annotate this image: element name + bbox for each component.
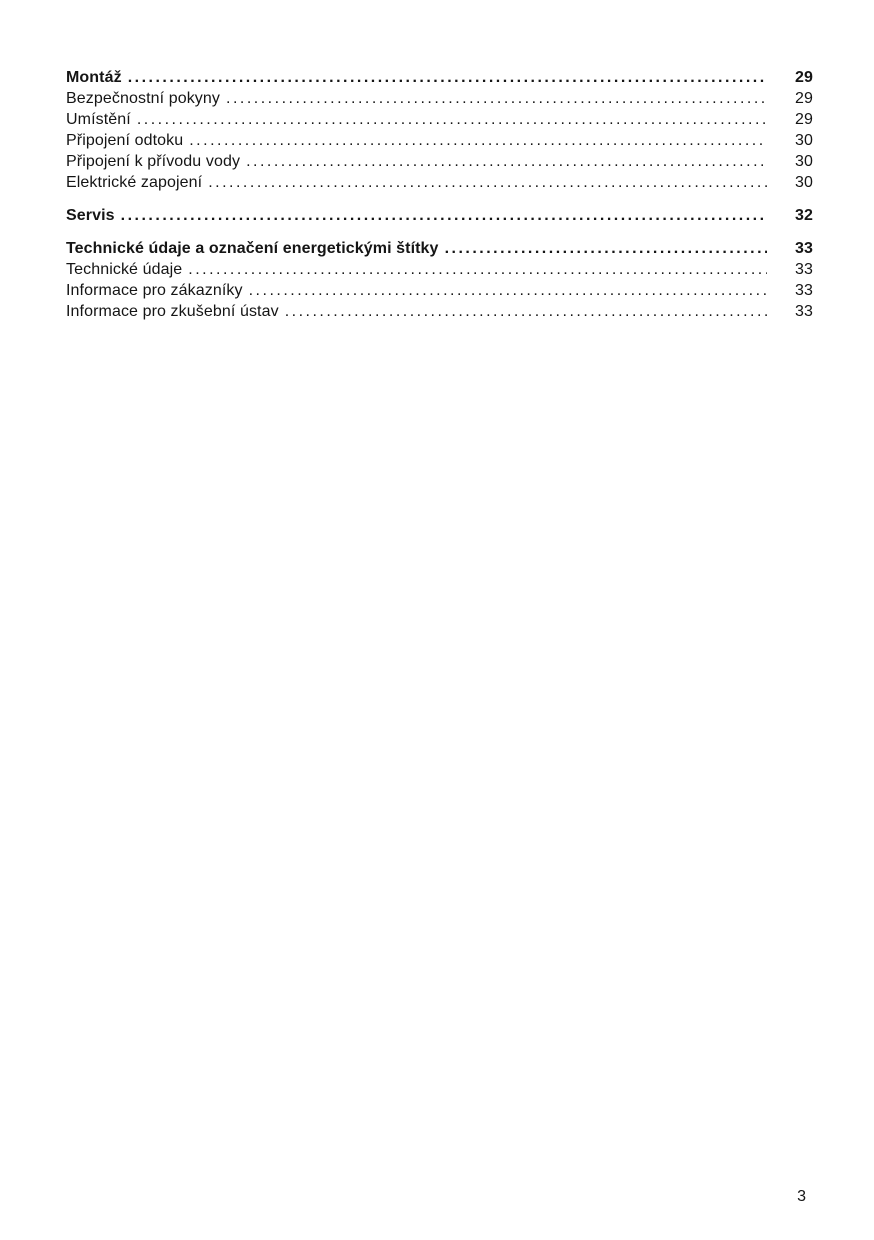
toc-entry <box>66 67 813 88</box>
toc-entry-page: 33 <box>795 261 813 278</box>
toc-entry-label: Informace pro zákazníky <box>66 282 243 299</box>
dot-leader <box>285 301 767 322</box>
toc-entry-label: Umístění <box>66 111 131 128</box>
toc-entry-page: 29 <box>795 69 813 86</box>
toc-entry-page: 30 <box>795 153 813 170</box>
toc-entry <box>66 259 813 280</box>
toc-section-servis <box>66 205 813 226</box>
toc-entry <box>66 88 813 109</box>
toc-entry-label: Připojení k přívodu vody <box>66 153 241 170</box>
dot-leader <box>246 151 767 172</box>
toc-entry-page: 33 <box>795 240 813 257</box>
dot-leader <box>189 130 767 151</box>
toc-entry-page: 33 <box>795 303 813 320</box>
toc-entry-label: Připojení odtoku <box>66 132 184 149</box>
toc-entry <box>66 151 813 172</box>
toc-section-technicke-udaje <box>66 238 813 322</box>
table-of-contents <box>66 67 813 334</box>
toc-entry-label: Technické údaje <box>66 261 183 278</box>
toc-entry-page: 33 <box>795 282 813 299</box>
dot-leader <box>249 280 767 301</box>
toc-entry <box>66 238 813 259</box>
dot-leader <box>137 109 767 130</box>
toc-entry <box>66 109 813 130</box>
toc-entry <box>66 130 813 151</box>
toc-entry-page: 32 <box>795 207 813 224</box>
dot-leader <box>188 259 767 280</box>
toc-entry-label: Bezpečnostní pokyny <box>66 90 220 107</box>
toc-entry <box>66 172 813 193</box>
toc-entry <box>66 205 813 226</box>
dot-leader <box>226 88 767 109</box>
toc-entry-page: 30 <box>795 174 813 191</box>
toc-entry-page: 29 <box>795 90 813 107</box>
toc-entry-label: Informace pro zkušební ústav <box>66 303 279 320</box>
toc-entry-label: Servis <box>66 207 115 224</box>
toc-entry-label: Technické údaje a označení energetickými štítky <box>66 240 439 257</box>
toc-entry <box>66 280 813 301</box>
dot-leader <box>121 205 767 226</box>
toc-entry-label: Elektrické zapojení <box>66 174 203 191</box>
page-number: 3 <box>797 1188 806 1205</box>
toc-entry-label: Montáž <box>66 69 122 86</box>
dot-leader <box>208 172 767 193</box>
toc-entry <box>66 301 813 322</box>
dot-leader <box>445 238 767 259</box>
toc-entry-page: 29 <box>795 111 813 128</box>
toc-entry-page: 30 <box>795 132 813 149</box>
dot-leader <box>128 67 767 88</box>
toc-section-montaz <box>66 67 813 193</box>
